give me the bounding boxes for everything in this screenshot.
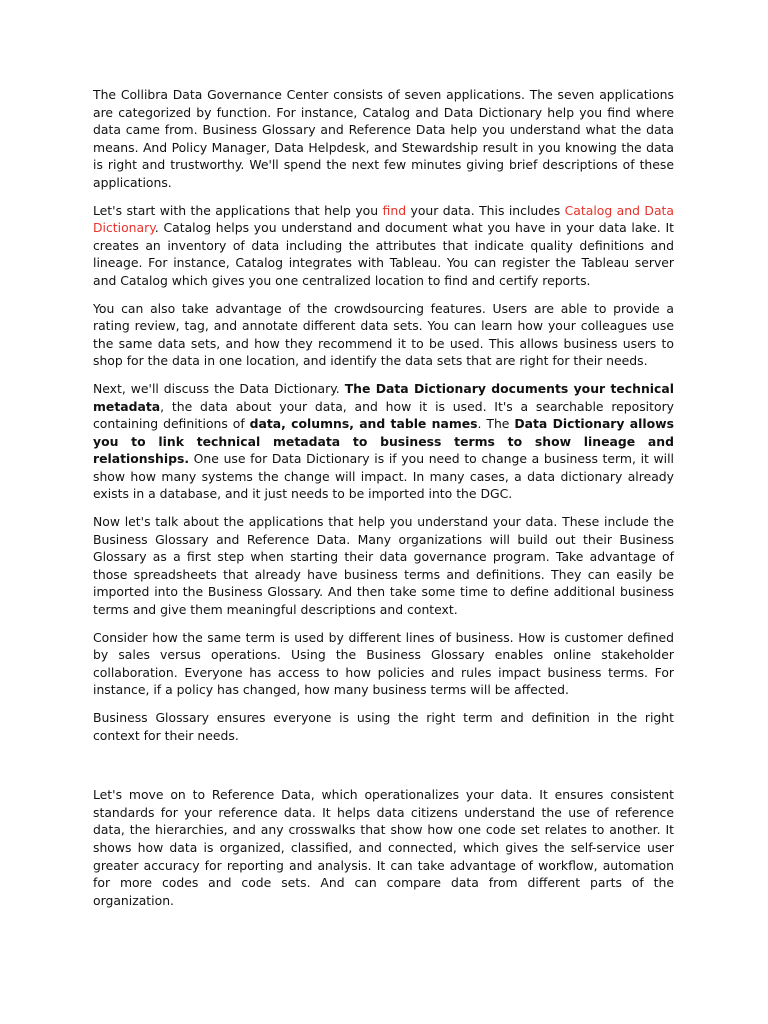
- paragraph-data-dictionary: [93, 380, 674, 503]
- paragraph-text: One use for Data Dictionary is if you need to change a business term, it will show how many systems the change will impact. In many cases, a data dictionary already exists in a database, and it just needs to be imported into the DGC.: [93, 451, 674, 502]
- paragraph-text: your data. This includes: [406, 202, 565, 218]
- bold-link-metadata: Data Dictionary allows you to link technical metadata to business terms to show lineage and relationships.: [93, 416, 674, 467]
- paragraph-lines-of-business: Consider how the same term is used by different lines of business. How is customer defined by sales versus operations. Using the Business Glossary enables online stakeholder collaboration. Everyone has access to how policies and rules impact business terms. For instance, if a policy has changed, how many business terms will be affected.: [93, 629, 674, 698]
- bold-technical-metadata: The Data Dictionary documents your technical metadata: [93, 380, 674, 414]
- document-body: [93, 86, 674, 919]
- paragraph-crowdsourcing: You can also take advantage of the crowdsourcing features. Users are able to provide a rating review, tag, and annotate different data sets. You can learn how your colleagues use the same data sets, and how they recommend it to be used. This allows business users to shop for the data in one location, and identify the data sets that are right for their needs.: [93, 300, 674, 369]
- paragraph-find-data: [93, 202, 674, 290]
- paragraph-understand-data: Now let's talk about the applications that help you understand your data. These include the Business Glossary and Reference Data. Many organizations will build out their Business Glossary as a first step when starting their data governance program. Take advantage of those spreadsheets that already have business terms and definitions. They can easily be imported into the Business Glossary. And then take some time to define additional business terms and give them meaningful descriptions and context.: [93, 514, 674, 618]
- paragraph-text: . Catalog helps you understand and document what you have in your data lake. It creates an inventory of data including the attributes that indicate quality definitions and lineage. For instance, Catalog integrates with Tableau. You can register the Tableau server and Catalog which gives you one centralized location to find and certify reports.: [93, 220, 674, 288]
- paragraph-text: Next, we'll discuss the Data Dictionary.: [93, 380, 345, 396]
- paragraph-reference-data: Let's move on to Reference Data, which operationalizes your data. It ensures consistent standards for your reference data. It helps data citizens understand the use of reference data, the hierarchies, and any crosswalks that show how one code set relates to another. It shows how data is organized, classified, and connected, which gives the self-service user greater accuracy for reporting and analysis. It can take advantage of workflow, automation for more codes and code sets. And can compare data from different parts of the organization.: [93, 787, 674, 908]
- paragraph-intro: The Collibra Data Governance Center consists of seven applications. The seven applications are categorized by function. For instance, Catalog and Data Dictionary help you find where data came from. Business Glossary and Reference Data help you understand what the data means. And Policy Manager, Data Helpdesk, and Stewardship result in you knowing the data is right and trustworthy. We'll spend the next few minutes giving brief descriptions of these applications.: [93, 87, 674, 190]
- paragraph-text: . The: [477, 416, 515, 432]
- paragraph-text: , the data about your data, and how it is used. It's a searchable repository containing definitions of: [93, 398, 674, 432]
- paragraph-glossary-ensures: Business Glossary ensures everyone is using the right term and definition in the right context for their needs.: [93, 710, 674, 743]
- paragraph-text: Let's start with the applications that help you: [93, 202, 383, 218]
- bold-data-columns-tables: data, columns, and table names: [249, 416, 478, 432]
- highlight-catalog-data-dictionary: Catalog and Data Dictionary: [93, 202, 674, 236]
- highlight-find: find: [382, 202, 407, 218]
